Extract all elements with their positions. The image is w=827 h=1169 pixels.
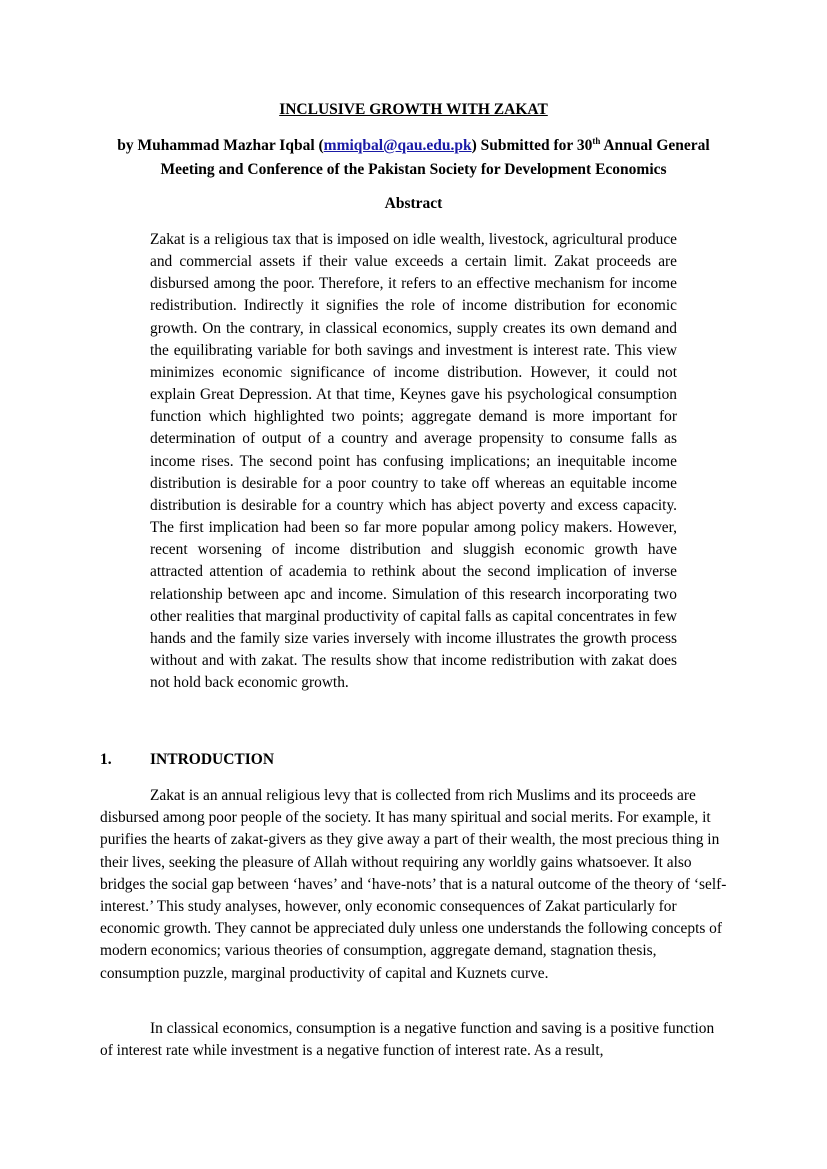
abstract-text: Zakat is a religious tax that is imposed on idle wealth, livestock, agricultural produce and commercial assets if their value exceeds a certain limit. Zakat proceeds are disbursed among the poor. Therefore, it refers to an effective mechanism for income redistribution. Indirectly it signifies the role of income distribution for economic growth. On the contrary, in classical economics, supply creates its own demand and the equilibrating variable for both savings and investment is interest rate. This view minimizes economic significance of income distribution. However, it could not explain Great Depression. At that time, Keynes gave his psychological consumption function which highlighted two points; aggregate demand is more important for determination of output of a country and average propensity to consume falls as income rises. The second point has confusing implications; an inequitable income distribution is desirable for a poor country to take off whereas an equitable income distribution is desirable for a country which has abject poverty and excess capacity. The first implication had been so far more popular among policy makers. However, recent worsening of income distribution and sluggish economic growth have attracted attention of academia to rethink about the second implication of inverse relationship between apc and income. Simulation of this research incorporating two other realities that marginal productivity of capital falls as capital concentrates in few hands and the family size varies inversely with income illustrates the growth process without and with zakat. The results show that income redistribution with zakat does not hold back economic growth. bbox=[150, 231, 677, 692]
paper-title: INCLUSIVE GROWTH WITH ZAKAT bbox=[279, 101, 548, 118]
section-heading bbox=[100, 750, 274, 770]
section-title: INTRODUCTION bbox=[150, 751, 275, 768]
byline-superscript: th bbox=[592, 135, 601, 146]
paragraph-text-2: In classical economics, consumption is a negative function and saving is a positive function of interest rate while investment is a negative function of interest rate. As a result, bbox=[100, 1020, 715, 1060]
author-byline bbox=[90, 134, 737, 182]
byline-middle: ) Submitted for 30 bbox=[471, 137, 593, 154]
body-paragraph-1 bbox=[100, 785, 728, 985]
byline-prefix: by Muhammad Mazhar Iqbal ( bbox=[117, 137, 324, 154]
section-number: 1. bbox=[100, 751, 112, 768]
paragraph-text-1: Zakat is an annual religious levy that is collected from rich Muslims and its proceeds are disbursed among poor people of the society. It has many spiritual and social merits. For example, it purifies the hearts of zakat-givers as they give away a part of their wealth, the most precious thing in their lives, seeking the pleasure of Allah without requiring any worldly gains whatsoever. It also bridges the social gap between ‘haves’ and ‘have-nots’ that is a natural outcome of the theory of ‘self-interest.’ This study analyses, however, only economic consequences of Zakat particularly for economic growth. They cannot be appreciated duly unless one understands the following concepts of modern economics; various theories of consumption, aggregate demand, stagnation thesis, consumption puzzle, marginal productivity of capital and Kuznets curve. bbox=[100, 787, 727, 982]
author-email-link[interactable]: mmiqbal@qau.edu.pk bbox=[323, 137, 472, 154]
abstract-heading: Abstract bbox=[384, 195, 443, 212]
body-paragraph-2 bbox=[100, 1018, 728, 1062]
byline-suffix: Annual General Meeting and Conference of the Pakistan Society for Development Economics bbox=[160, 137, 710, 178]
